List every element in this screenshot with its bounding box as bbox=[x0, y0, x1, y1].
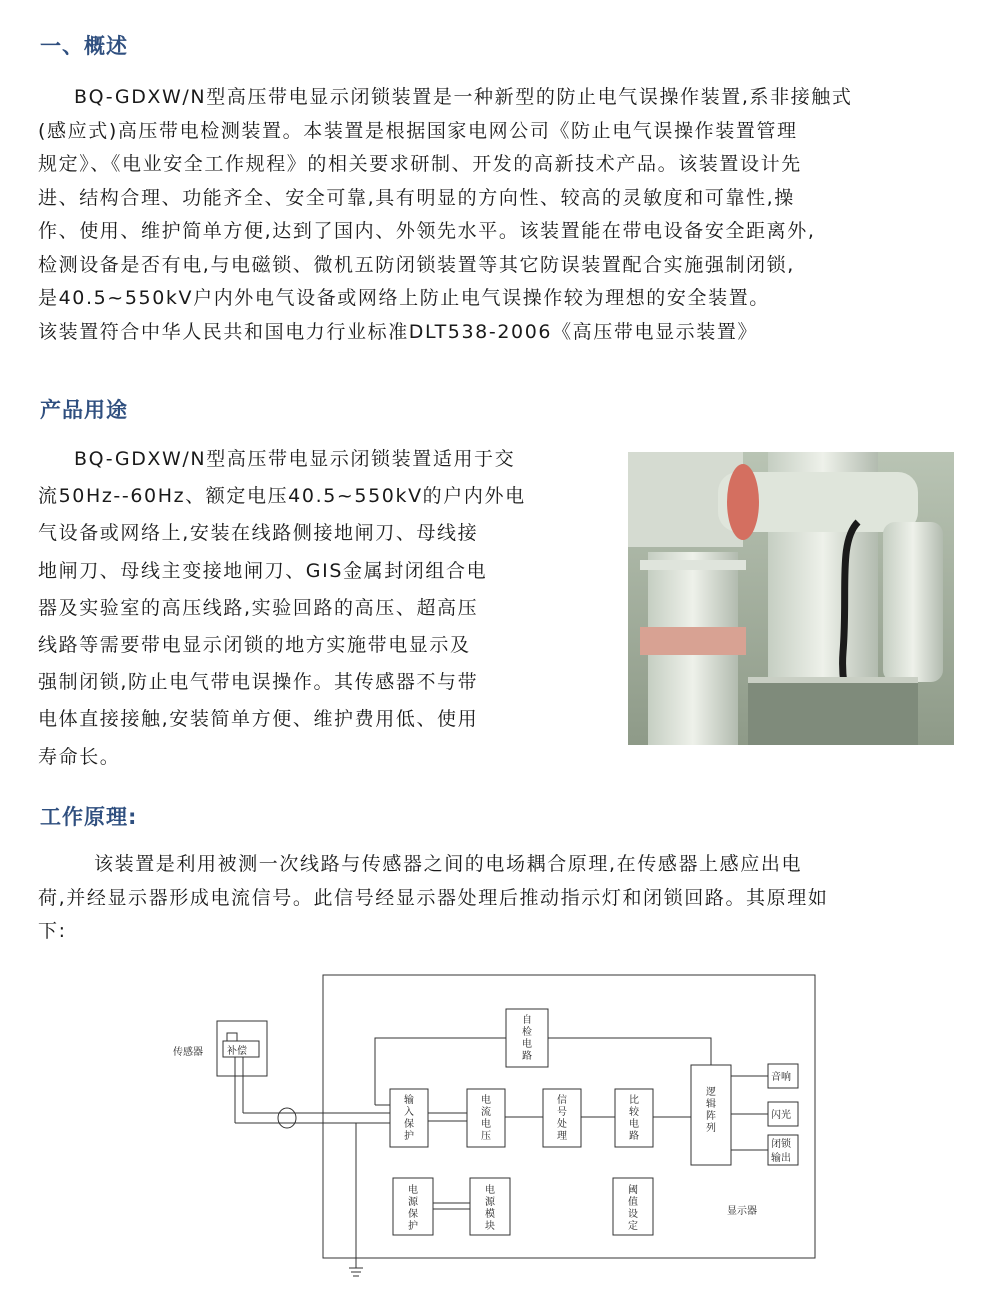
paragraph-line: 地闸刀、母线主变接地闸刀、GIS金属封闭组合电 bbox=[38, 559, 488, 582]
power-module-label: 电源模块 bbox=[485, 1185, 495, 1232]
compensation-label: 补偿 bbox=[227, 1046, 247, 1057]
compare-label: 比较电路 bbox=[629, 1095, 639, 1142]
section-title-usage: 产品用途 bbox=[40, 398, 128, 422]
sensor-label: 传感器 bbox=[173, 1047, 203, 1058]
paragraph-line: BQ-GDXW/N型高压带电显示闭锁装置适用于交 bbox=[74, 448, 516, 470]
display-label: 显示器 bbox=[727, 1206, 757, 1217]
self-check-label: 自检电路 bbox=[522, 1015, 532, 1062]
paragraph-line: 进、结构合理、功能齐全、安全可靠,具有明显的方向性、较高的灵敏度和可靠性,操 bbox=[38, 186, 795, 209]
paragraph-line: 是40.5~550kV户内外电气设备或网络上防止电气误操作较为理想的安全装置。 bbox=[38, 287, 770, 309]
signal-process-label: 信号处理 bbox=[557, 1095, 567, 1142]
paragraph-line: 线路等需要带电显示闭锁的地方实施带电显示及 bbox=[38, 634, 471, 657]
paragraph-line: 规定》、《电业安全工作规程》的相关要求研制、开发的高新技术产品。该装置设计先 bbox=[38, 153, 802, 175]
lock-output-label-1: 闭锁 bbox=[771, 1139, 791, 1150]
paragraph-line: 检测设备是否有电,与电磁锁、微机五防闭锁装置等其它防误装置配合实施强制闭锁, bbox=[38, 253, 795, 276]
paragraph-line: 强制闭锁,防止电气带电误操作。其传感器不与带 bbox=[38, 671, 479, 694]
current-voltage-label: 电流电压 bbox=[481, 1095, 491, 1142]
paragraph-line: 下: bbox=[38, 920, 67, 942]
paragraph-line: 气设备或网络上,安装在线路侧接地闸刀、母线接 bbox=[38, 522, 479, 545]
lock-output-label-2: 输出 bbox=[771, 1153, 791, 1164]
paragraph-line: (感应式)高压带电检测装置。本装置是根据国家电网公司《防止电气误操作装置管理 bbox=[38, 119, 798, 142]
paragraph-line: 寿命长。 bbox=[38, 745, 121, 768]
paragraph-line: BQ-GDXW/N型高压带电显示闭锁装置是一种新型的防止电气误操作装置,系非接触式 bbox=[74, 86, 853, 108]
sound-label: 音响 bbox=[771, 1072, 791, 1083]
paragraph-line: 荷,并经显示器形成电流信号。此信号经显示器处理后推动指示灯和闭锁回路。其原理如 bbox=[38, 886, 829, 909]
flash-label: 闪光 bbox=[771, 1110, 791, 1121]
section-title-overview: 一、概述 bbox=[40, 34, 128, 58]
input-protect-label: 输入保护 bbox=[404, 1095, 414, 1142]
paragraph-line: 流50Hz--60Hz、额定电压40.5~550kV的户内外电 bbox=[38, 485, 526, 508]
usage-paragraph bbox=[38, 441, 598, 776]
paragraph-line: 电体直接接触,安装简单方便、维护费用低、使用 bbox=[38, 708, 479, 731]
principle-paragraph bbox=[38, 848, 968, 949]
paragraph-line: 该装置符合中华人民共和国电力行业标准DLT538-2006《高压带电显示装置》 bbox=[38, 320, 759, 343]
paragraph-line: 作、使用、维护简单方便,达到了国内、外领先水平。该装置能在带电设备安全距离外, bbox=[38, 220, 816, 242]
equipment-photo bbox=[628, 452, 954, 745]
paragraph-line: 器及实验室的高压线路,实验回路的高压、超高压 bbox=[38, 596, 479, 619]
threshold-label: 阈值设定 bbox=[628, 1185, 638, 1232]
paragraph-line: 该装置是利用被测一次线路与传感器之间的电场耦合原理,在传感器上感应出电 bbox=[94, 853, 803, 875]
section-title-principle: 工作原理: bbox=[40, 805, 138, 829]
principle-block-diagram bbox=[165, 965, 835, 1285]
logic-array-label: 逻辑阵列 bbox=[706, 1087, 716, 1134]
overview-paragraph bbox=[38, 81, 968, 349]
power-protect-label: 电源保护 bbox=[408, 1185, 418, 1232]
